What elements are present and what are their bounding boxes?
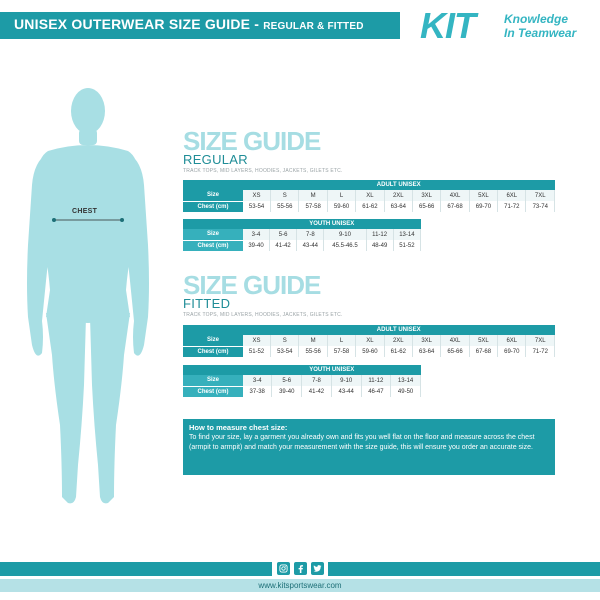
regular-youth-size-label: Size [183, 229, 243, 240]
regular-adult-table [183, 180, 555, 213]
fitted-youth-chest-cell: 46-47 [361, 386, 391, 397]
regular-adult-size-cell: 6XL [498, 190, 526, 201]
regular-adult-size-cell: 5XL [469, 190, 497, 201]
fitted-adult-table [183, 325, 555, 358]
fitted-youth-size-cell: 9-10 [331, 375, 361, 386]
fitted-adult-chest-cell: 59-60 [356, 346, 384, 357]
regular-youth-chest-label: Chest (cm) [183, 240, 243, 251]
regular-youth-size-cell: 7-8 [297, 229, 324, 240]
fitted-youth-size-cell: 5-6 [272, 375, 302, 386]
logo-word: KIT [420, 5, 475, 46]
fitted-adult-size-cell: L [327, 335, 355, 346]
logo-tagline-line1: Knowledge [504, 12, 569, 26]
fitted-adult-chest-cell: 57-58 [327, 346, 355, 357]
regular-adult-chest-cell: 63-64 [384, 201, 412, 212]
regular-adult-chest-cell: 69-70 [469, 201, 497, 212]
regular-note: TRACK TOPS, MID LAYERS, HOODIES, JACKETS, GILETS ETC. [183, 168, 343, 174]
fitted-youth-chest-cell: 43-44 [331, 386, 361, 397]
how-to-measure-heading: How to measure chest size: [189, 423, 288, 432]
regular-adult-heading-spacer [183, 180, 243, 190]
regular-youth-chest-cell: 48-49 [366, 240, 393, 251]
fitted-adult-size-cell: 7XL [526, 335, 555, 346]
fitted-adult-size-cell: 4XL [441, 335, 469, 346]
regular-adult-size-cell: S [271, 190, 299, 201]
fitted-youth-size-cell: 11-12 [361, 375, 391, 386]
website-link[interactable]: www.kitsportswear.com [258, 581, 342, 590]
fitted-adult-heading: ADULT UNISEX [243, 325, 555, 335]
fitted-adult-chest-cell: 53-54 [271, 346, 299, 357]
regular-adult-size-cell: 3XL [412, 190, 440, 201]
regular-adult-size-cell: 4XL [441, 190, 469, 201]
fitted-adult-size-label: Size [183, 335, 243, 346]
regular-adult-chest-cell: 67-68 [441, 201, 469, 212]
social-links [272, 559, 328, 577]
regular-adult-size-cell: 2XL [384, 190, 412, 201]
fitted-adult-size-cell: 6XL [498, 335, 526, 346]
fitted-adult-chest-cell: 61-62 [384, 346, 412, 357]
fitted-adult-size-cell: 3XL [412, 335, 440, 346]
fitted-youth-heading-spacer [183, 365, 243, 375]
regular-subtitle: REGULAR [183, 152, 248, 167]
fitted-note: TRACK TOPS, MID LAYERS, HOODIES, JACKETS, GILETS ETC. [183, 312, 343, 318]
regular-adult-chest-cell: 61-62 [356, 201, 384, 212]
regular-title: SIZE GUIDE [183, 126, 321, 156]
fitted-adult-chest-cell: 63-64 [412, 346, 440, 357]
fitted-youth-size-cell: 13-14 [391, 375, 421, 386]
fitted-youth-heading: YOUTH UNISEX [243, 365, 421, 375]
regular-youth-heading-spacer [183, 219, 243, 229]
chest-measure-dot-right [120, 218, 124, 222]
fitted-youth-chest-cell: 37-38 [243, 386, 272, 397]
regular-youth-size-cell: 9-10 [324, 229, 366, 240]
fitted-adult-chest-cell: 71-72 [526, 346, 555, 357]
fitted-adult-heading-spacer [183, 325, 243, 335]
fitted-youth-table [183, 365, 421, 398]
fitted-adult-size-cell: M [299, 335, 327, 346]
fitted-youth-chest-cell: 49-50 [391, 386, 421, 397]
fitted-adult-chest-cell: 65-66 [441, 346, 469, 357]
fitted-adult-chest-label: Chest (cm) [183, 346, 243, 357]
regular-adult-chest-cell: 71-72 [498, 201, 526, 212]
body-silhouette [18, 85, 158, 515]
regular-youth-chest-cell: 39-40 [243, 240, 269, 251]
how-to-measure-box [183, 419, 555, 475]
regular-adult-chest-cell: 55-56 [271, 201, 299, 212]
how-to-measure-text: To find your size, lay a garment you already own and fits you well flat on the floor and measure across the chest (armpit to armpit) and match your measurement with the size guide, this will ensure you order an accurate size. [189, 434, 535, 451]
fitted-adult-chest-cell: 51-52 [243, 346, 271, 357]
chest-measure-dot-left [52, 218, 56, 222]
regular-youth-heading: YOUTH UNISEX [243, 219, 421, 229]
regular-youth-size-cell: 5-6 [269, 229, 296, 240]
fitted-adult-chest-cell: 55-56 [299, 346, 327, 357]
twitter-icon[interactable] [311, 562, 324, 575]
fitted-adult-chest-cell: 69-70 [498, 346, 526, 357]
regular-adult-chest-cell: 73-74 [526, 201, 555, 212]
fitted-adult-size-cell: S [271, 335, 299, 346]
regular-adult-size-cell: XS [243, 190, 271, 201]
logo-tagline [504, 12, 576, 40]
regular-adult-size-cell: L [327, 190, 355, 201]
regular-adult-chest-cell: 57-58 [299, 201, 327, 212]
fitted-adult-size-cell: 2XL [384, 335, 412, 346]
facebook-icon[interactable] [294, 562, 307, 575]
regular-adult-chest-label: Chest (cm) [183, 201, 243, 212]
regular-youth-chest-cell: 43-44 [297, 240, 324, 251]
fitted-youth-size-cell: 3-4 [243, 375, 272, 386]
fitted-adult-size-cell: 5XL [469, 335, 497, 346]
regular-adult-size-cell: 7XL [526, 190, 555, 201]
regular-youth-size-cell: 13-14 [393, 229, 420, 240]
regular-adult-size-label: Size [183, 190, 243, 201]
regular-adult-heading: ADULT UNISEX [243, 180, 555, 190]
fitted-youth-chest-label: Chest (cm) [183, 386, 243, 397]
regular-adult-size-cell: M [299, 190, 327, 201]
chest-label: CHEST [72, 208, 98, 215]
regular-youth-chest-cell: 41-42 [269, 240, 296, 251]
instagram-icon[interactable] [277, 562, 290, 575]
regular-adult-chest-cell: 53-54 [243, 201, 271, 212]
page-title [14, 16, 364, 32]
fitted-youth-chest-cell: 39-40 [272, 386, 302, 397]
page-title-main: UNISEX OUTERWEAR SIZE GUIDE - [14, 16, 264, 32]
regular-adult-chest-cell: 65-66 [412, 201, 440, 212]
regular-youth-table [183, 219, 421, 252]
fitted-adult-size-cell: XL [356, 335, 384, 346]
regular-adult-size-cell: XL [356, 190, 384, 201]
fitted-subtitle: FITTED [183, 296, 231, 311]
regular-youth-chest-cell: 45.5-46.5 [324, 240, 366, 251]
regular-youth-size-cell: 3-4 [243, 229, 269, 240]
kit-logo [420, 5, 595, 46]
fitted-youth-size-label: Size [183, 375, 243, 386]
regular-adult-chest-cell: 59-60 [327, 201, 355, 212]
fitted-youth-size-cell: 7-8 [302, 375, 332, 386]
fitted-adult-size-cell: XS [243, 335, 271, 346]
page-title-sub: REGULAR & FITTED [263, 21, 364, 32]
regular-youth-size-cell: 11-12 [366, 229, 393, 240]
fitted-title: SIZE GUIDE [183, 270, 321, 300]
logo-tagline-line2: In Teamwear [504, 26, 577, 40]
fitted-youth-chest-cell: 41-42 [302, 386, 332, 397]
regular-youth-chest-cell: 51-52 [393, 240, 420, 251]
fitted-adult-chest-cell: 67-68 [469, 346, 497, 357]
